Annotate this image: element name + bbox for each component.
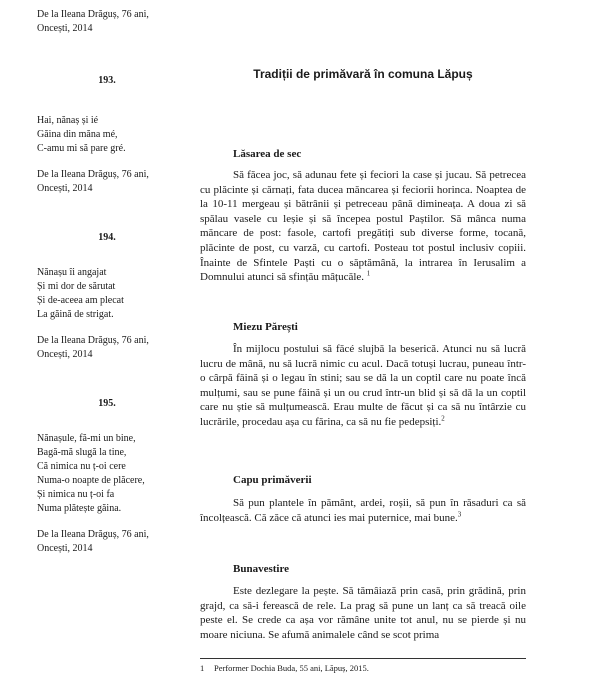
section-heading-lasarea-de-sec: Lăsarea de sec [233, 148, 302, 160]
poem-number-194: 194. [98, 232, 116, 243]
poem-number-193: 193. [98, 75, 116, 86]
poem-line: Numa-o noapte de plăcere, [37, 475, 145, 486]
poem-line: La găină de strigat. [37, 309, 114, 320]
left-column [37, 8, 197, 556]
attribution-194: De la Ileana Drăguș, 76 ani, Oncești, 2014 [37, 335, 149, 360]
poem-line: Că nimica nu ț-oi cere [37, 461, 126, 472]
attribution-top: De la Ileana Drăguș, 76 ani, Oncești, 2014 [37, 9, 149, 34]
poem-line: Numa plătește găina. [37, 503, 122, 514]
poem-line: Nănașule, fă-mi un bine, [37, 433, 136, 444]
section-heading-capu-primaverii: Capu primăverii [233, 474, 312, 486]
poem-line: Și mi dor de sărutat [37, 281, 116, 292]
footnote [200, 663, 369, 673]
poem-195 [37, 432, 197, 516]
poem-line: Și nimica nu ț-oi fa [37, 489, 115, 500]
attribution-193: De la Ileana Drăguș, 76 ani, Oncești, 2014 [37, 169, 149, 194]
section-heading-bunavestire: Bunavestire [233, 563, 290, 575]
poem-line: Bagă-mă slugă la tine, [37, 447, 127, 458]
poem-line: Hai, nănaș și ié [37, 115, 99, 126]
poem-line: C-amu mi să pare gré. [37, 143, 126, 154]
section-text-lasarea-de-sec: Să făcea joc, să adunau fete și feciori la case și jucau. Să petrecea cu plăcinte și cărnați, fata ducea măncarea și feciorii horinca. Noaptea de la 10-11 mergeau și bătrânii și petreceau până dimineața. A doua zi să spălau vasele cu leșie și să începea postul Paștilor. Să mânca numa măncare de post: fasole, cartofi pregătiți sub diverse forme, tocană, plăcinte de post, cu varză, cu cartofi. Posteau tot postul inclusiv copiii. Înainte de Sfintele Paști cu o săptămână, la intrarea în Ierusalim a Domnului atunci să sfințău mâțucăle. $^1$ [200, 169, 526, 284]
poem-line: Nănașu îi angajat [37, 267, 107, 278]
section-text-capu-primaverii: Să pun plantele în pământ, ardei, roșii, să pun în răsaduri ca să încolțească. Că zăce că atunci ies mai puternice, mai bune.$^3$ [200, 497, 526, 524]
footnote-ref: 1 [366, 269, 371, 278]
poem-line: Găina din măna mé, [37, 129, 118, 140]
footnote-divider [200, 658, 526, 659]
section-heading-miezu-paresi: Miezu Părești [233, 321, 298, 333]
section-text-miezu-paresi: În mijlocu postului să făcé slujbă la beserică. Atunci nu să lucră lucru de mână, nu să lucră nimic cu acul. Dacă totuși lucrau, puneau într-o cârpă făină și o legau în stini; sau se dă la un coptil care nu poate încă mulțumi, sau se pune făină și un ou crud într-un blid și să dă la un coptil care nu știe să mulțumească. Erau multe de făcut și ca să nu întârzie cu lucrările, procedau așa cu fărina, ca să nu fie pedepsiți.$^2$ [200, 343, 526, 428]
poem-194 [37, 266, 197, 322]
poem-number-195: 195. [98, 398, 116, 409]
footnote-number: 1 [200, 663, 205, 673]
footnote-ref: 3 [457, 509, 462, 518]
article-title: Tradiții de primăvară în comuna Lăpuș [253, 67, 473, 81]
attribution-195: De la Ileana Drăguș, 76 ani, Oncești, 2014 [37, 529, 149, 554]
section-text-bunavestire: Este dezlegare la pește. Să tămâiază prin casă, prin grădină, prin grajd, ca să-i ferească de rele. La prag să pune un lanț ca să treacă oile peste el. Se crede ca așa vor rămâne unite tot anul, nu se pierde și nu moare niciuna. Se afumă animalele când se scot prima [200, 585, 526, 641]
poem-line: Și de-aceea am plecat [37, 295, 124, 306]
footnote-ref: 2 [441, 414, 445, 423]
footnote-text: Performer Dochia Buda, 55 ani, Lăpuș, 2015. [214, 663, 369, 673]
poem-193 [37, 114, 197, 156]
